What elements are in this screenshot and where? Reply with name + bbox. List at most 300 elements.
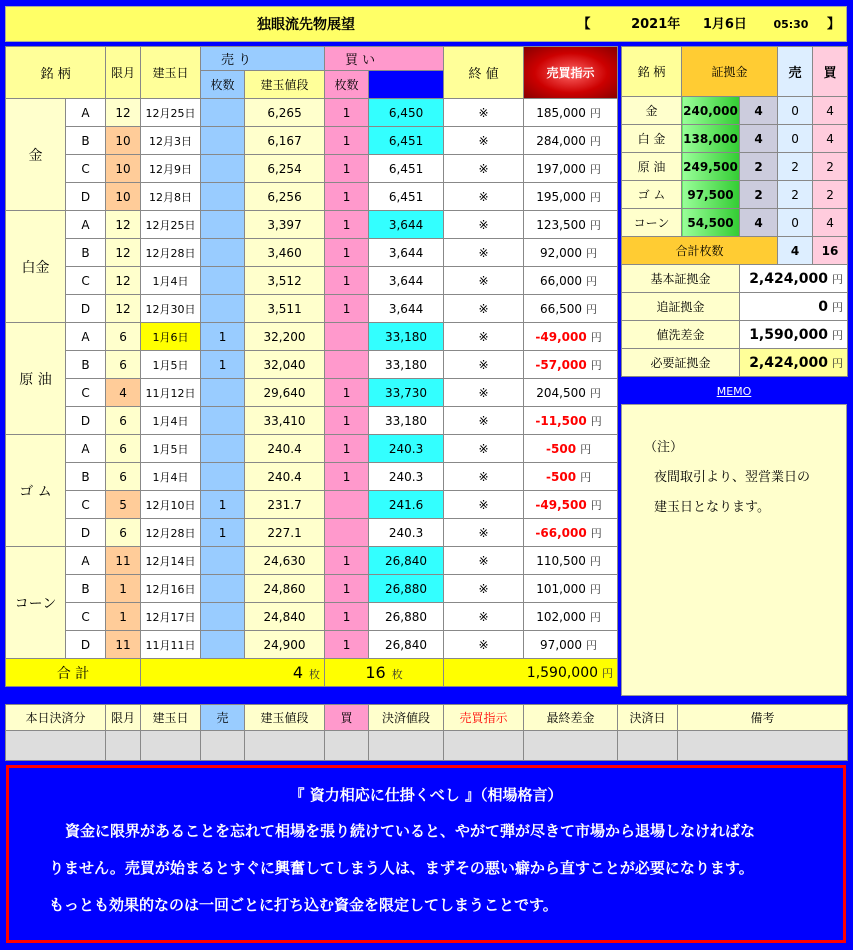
strip-cell [678, 731, 848, 761]
row-pl: 66,000 円 [524, 267, 618, 295]
row-close: 6,451 [369, 183, 444, 211]
commodity-name: 白金 [6, 211, 66, 323]
summary-value-cell: 2,424,000 円 [740, 349, 848, 377]
strip-cell [618, 731, 678, 761]
margin-sell: 2 [778, 181, 813, 209]
row-month: 10 [106, 183, 141, 211]
total-sell: 4 枚 [141, 659, 325, 687]
row-close: 6,450 [369, 99, 444, 127]
page-title: 独眼流先物展望 [257, 17, 355, 33]
summary-row [622, 265, 848, 293]
row-date: 1月4日 [141, 407, 201, 435]
table-row [6, 239, 618, 267]
row-pl: -57,000 円 [524, 351, 618, 379]
row-pl-value: 195,000 [536, 189, 586, 204]
margin-amount: 138,000 [682, 125, 740, 153]
settlement-table [5, 704, 848, 761]
col-tateday: 建玉日 [141, 47, 201, 99]
quote-line: もっとも効果的なのは一回ごとに打ち込む資金を限定してしまうことです。 [49, 896, 558, 914]
row-pl: 97,000 円 [524, 631, 618, 659]
margin-sell: 0 [778, 97, 813, 125]
row-letter: A [66, 99, 106, 127]
table-row [6, 99, 618, 127]
datetime [578, 7, 840, 43]
margin-commodity: 白 金 [622, 125, 682, 153]
table-row [6, 295, 618, 323]
row-buy: 1 [325, 547, 369, 575]
row-date: 12月8日 [141, 183, 201, 211]
row-date: 12月3日 [141, 127, 201, 155]
row-close: 3,644 [369, 239, 444, 267]
row-signal: ※ [444, 407, 524, 435]
row-close: 6,451 [369, 127, 444, 155]
row-signal: ※ [444, 575, 524, 603]
table-row [6, 267, 618, 295]
row-date: 12月16日 [141, 575, 201, 603]
table-row [6, 631, 618, 659]
row-sell [201, 155, 245, 183]
quote-box [6, 765, 846, 943]
row-letter: B [66, 463, 106, 491]
row-month: 6 [106, 463, 141, 491]
row-signal: ※ [444, 603, 524, 631]
row-signal: ※ [444, 631, 524, 659]
quote-line: 資金に限界があることを忘れて相場を張り続けていると、やがて弾が尽きて市場から退場しなければな [65, 822, 756, 840]
row-pl-value: 102,000 [536, 609, 586, 624]
row-sell [201, 211, 245, 239]
margin-count: 4 [740, 125, 778, 153]
bracket-left: 【 [577, 17, 591, 32]
row-letter: C [66, 155, 106, 183]
strip-cell [369, 731, 444, 761]
row-pl: -11,500 円 [524, 407, 618, 435]
row-pl: 185,000 円 [524, 99, 618, 127]
table-row [6, 155, 618, 183]
row-pl-value: 204,500 [536, 385, 586, 400]
row-pl: 110,500 円 [524, 547, 618, 575]
row-pl-value: -11,500 [535, 413, 587, 428]
strip-col: 売買指示 [444, 705, 524, 731]
row-buy [325, 323, 369, 351]
row-pl: 92,000 円 [524, 239, 618, 267]
margin-buy: 4 [813, 125, 848, 153]
table-row [6, 435, 618, 463]
strip-cell [141, 731, 201, 761]
row-price: 3,512 [245, 267, 325, 295]
row-buy: 1 [325, 379, 369, 407]
strip-col: 建玉値段 [245, 705, 325, 731]
row-letter: B [66, 127, 106, 155]
row-price: 29,640 [245, 379, 325, 407]
row-close: 26,840 [369, 547, 444, 575]
summary-value: 1,590,000 [749, 326, 829, 343]
strip-col: 決済値段 [369, 705, 444, 731]
margin-total-row [622, 237, 848, 265]
row-date: 11月11日 [141, 631, 201, 659]
strip-col: 建玉日 [141, 705, 201, 731]
row-close: 241.6 [369, 491, 444, 519]
commodity-name: コーン [6, 547, 66, 659]
rp-col-shokokin: 証拠金 [682, 47, 778, 97]
row-close: 26,840 [369, 631, 444, 659]
row-letter: A [66, 547, 106, 575]
row-pl-value: -500 [546, 441, 577, 456]
row-close: 240.3 [369, 435, 444, 463]
table-row [6, 211, 618, 239]
row-buy: 1 [325, 295, 369, 323]
row-letter: D [66, 295, 106, 323]
summary-label: 追証拠金 [622, 293, 740, 321]
row-date: 12月17日 [141, 603, 201, 631]
summary-row [622, 321, 848, 349]
row-buy: 1 [325, 127, 369, 155]
row-month: 11 [106, 547, 141, 575]
row-month: 1 [106, 603, 141, 631]
row-pl-value: 284,000 [536, 133, 586, 148]
row-pl-value: -49,000 [535, 329, 587, 344]
row-sell [201, 575, 245, 603]
summary-value: 2,424,000 [749, 270, 829, 287]
table-row [6, 407, 618, 435]
row-sell [201, 127, 245, 155]
col-meigara: 銘 柄 [6, 47, 106, 99]
row-letter: C [66, 379, 106, 407]
row-buy: 1 [325, 239, 369, 267]
col-kai-maisu: 枚数 [325, 71, 369, 99]
summary-value: 2,424,000 [749, 354, 829, 371]
margin-sell: 0 [778, 209, 813, 237]
row-close: 26,880 [369, 575, 444, 603]
row-signal: ※ [444, 323, 524, 351]
row-buy [325, 351, 369, 379]
row-pl: 101,000 円 [524, 575, 618, 603]
time-label: 05:30 [773, 18, 809, 31]
row-pl-value: 110,500 [536, 553, 586, 568]
row-price: 24,630 [245, 547, 325, 575]
quote-line: りません。売買が始まるとすぐに興奮してしまう人は、まずその悪い癖から直すことが必要になります。 [49, 859, 754, 877]
row-sell [201, 547, 245, 575]
row-close: 3,644 [369, 267, 444, 295]
row-pl: 66,500 円 [524, 295, 618, 323]
row-price: 6,265 [245, 99, 325, 127]
strip-cell [524, 731, 618, 761]
row-sell [201, 631, 245, 659]
row-month: 6 [106, 435, 141, 463]
margin-amount: 240,000 [682, 97, 740, 125]
col-gengetsu: 限月 [106, 47, 141, 99]
strip-cell [6, 731, 106, 761]
row-signal: ※ [444, 99, 524, 127]
total-buy-count: 16 [365, 663, 386, 682]
table-row [6, 323, 618, 351]
row-letter: D [66, 519, 106, 547]
row-sell: 1 [201, 491, 245, 519]
row-price: 24,860 [245, 575, 325, 603]
row-buy: 1 [325, 435, 369, 463]
margin-total-sell: 4 [778, 237, 813, 265]
row-letter: A [66, 211, 106, 239]
row-letter: A [66, 435, 106, 463]
row-pl-value: 123,500 [536, 217, 586, 232]
row-close: 3,644 [369, 211, 444, 239]
row-letter: C [66, 267, 106, 295]
row-pl-value: -57,000 [535, 357, 587, 372]
row-month: 12 [106, 267, 141, 295]
summary-row [622, 293, 848, 321]
row-price: 240.4 [245, 463, 325, 491]
row-signal: ※ [444, 239, 524, 267]
row-date: 1月4日 [141, 267, 201, 295]
row-price: 240.4 [245, 435, 325, 463]
strip-col: 最終差金 [524, 705, 618, 731]
row-price: 6,256 [245, 183, 325, 211]
margin-amount: 249,500 [682, 153, 740, 181]
row-pl-value: 97,000 [540, 637, 583, 652]
row-pl-value: 101,000 [536, 581, 586, 596]
row-buy: 1 [325, 463, 369, 491]
col-shiji: 売買指示 [524, 47, 618, 99]
memo-link[interactable]: MEMO [716, 385, 752, 398]
row-close: 33,730 [369, 379, 444, 407]
summary-row [622, 349, 848, 377]
row-date: 12月25日 [141, 211, 201, 239]
row-signal: ※ [444, 155, 524, 183]
row-pl: 123,500 円 [524, 211, 618, 239]
row-buy: 1 [325, 407, 369, 435]
row-pl: 204,500 円 [524, 379, 618, 407]
strip-col: 限月 [106, 705, 141, 731]
row-signal: ※ [444, 127, 524, 155]
row-price: 24,900 [245, 631, 325, 659]
row-sell [201, 99, 245, 127]
row-letter: B [66, 575, 106, 603]
row-month: 12 [106, 99, 141, 127]
row-signal: ※ [444, 463, 524, 491]
row-signal: ※ [444, 547, 524, 575]
strip-cell [444, 731, 524, 761]
summary-label: 値洗差金 [622, 321, 740, 349]
row-price: 32,200 [245, 323, 325, 351]
row-month: 11 [106, 631, 141, 659]
row-signal: ※ [444, 379, 524, 407]
positions-table [5, 46, 618, 687]
strip-cell [106, 731, 141, 761]
row-close: 240.3 [369, 463, 444, 491]
row-pl: 284,000 円 [524, 127, 618, 155]
bracket-right: 】 [826, 17, 840, 32]
row-sell [201, 239, 245, 267]
row-sell: 1 [201, 323, 245, 351]
margin-commodity: 金 [622, 97, 682, 125]
margin-count: 4 [740, 97, 778, 125]
row-sell [201, 183, 245, 211]
summary-value-cell: 2,424,000 円 [740, 265, 848, 293]
row-buy: 1 [325, 183, 369, 211]
row-close: 33,180 [369, 351, 444, 379]
row-signal: ※ [444, 295, 524, 323]
strip-col: 売 [201, 705, 245, 731]
memo-box [621, 404, 847, 696]
row-date: 11月12日 [141, 379, 201, 407]
table-row [6, 463, 618, 491]
margin-count: 2 [740, 181, 778, 209]
margin-commodity: ゴ ム [622, 181, 682, 209]
row-signal: ※ [444, 267, 524, 295]
table-row [6, 575, 618, 603]
margin-row [622, 97, 848, 125]
rp-col-uri: 売 [778, 47, 813, 97]
margin-panel [621, 46, 848, 377]
row-month: 12 [106, 239, 141, 267]
row-close: 6,451 [369, 155, 444, 183]
quote-title: 『 資力相応に仕掛くべし 』（相場格言） [289, 786, 563, 804]
row-month: 6 [106, 407, 141, 435]
strip-cell [245, 731, 325, 761]
total-sell-count: 4 [292, 663, 304, 682]
row-letter: D [66, 631, 106, 659]
strip-cell [325, 731, 369, 761]
margin-row [622, 209, 848, 237]
margin-row [622, 153, 848, 181]
date-label: 1月6日 [702, 17, 747, 32]
row-sell [201, 267, 245, 295]
row-signal: ※ [444, 519, 524, 547]
row-date: 12月28日 [141, 519, 201, 547]
row-pl: 195,000 円 [524, 183, 618, 211]
row-pl-value: 92,000 [540, 245, 583, 260]
table-row [6, 379, 618, 407]
row-sell [201, 603, 245, 631]
rp-col-meigara: 銘 柄 [622, 47, 682, 97]
row-price: 3,511 [245, 295, 325, 323]
margin-count: 4 [740, 209, 778, 237]
row-buy: 1 [325, 631, 369, 659]
row-pl-value: 197,000 [536, 161, 586, 176]
row-price: 32,040 [245, 351, 325, 379]
row-pl: 102,000 円 [524, 603, 618, 631]
row-pl-value: -66,000 [535, 525, 587, 540]
commodity-name: 原 油 [6, 323, 66, 435]
row-date: 12月10日 [141, 491, 201, 519]
row-month: 4 [106, 379, 141, 407]
row-buy: 1 [325, 603, 369, 631]
row-pl-value: -500 [546, 469, 577, 484]
header-bar [5, 6, 847, 42]
margin-buy: 4 [813, 209, 848, 237]
memo-line: 夜間取引より、翌営業日の [654, 470, 811, 485]
summary-value-cell: 1,590,000 円 [740, 321, 848, 349]
row-date: 12月28日 [141, 239, 201, 267]
margin-count: 2 [740, 153, 778, 181]
row-signal: ※ [444, 351, 524, 379]
summary-label: 必要証拠金 [622, 349, 740, 377]
margin-total-label: 合計枚数 [622, 237, 778, 265]
row-letter: C [66, 491, 106, 519]
row-price: 6,254 [245, 155, 325, 183]
strip-col: 決済日 [618, 705, 678, 731]
row-pl: -500 円 [524, 435, 618, 463]
row-date: 1月4日 [141, 463, 201, 491]
col-owarine: 終 値 [444, 47, 524, 99]
row-date: 1月5日 [141, 435, 201, 463]
row-sell: 1 [201, 519, 245, 547]
row-signal: ※ [444, 435, 524, 463]
row-price: 3,397 [245, 211, 325, 239]
row-buy [325, 519, 369, 547]
row-month: 12 [106, 211, 141, 239]
margin-commodity: 原 油 [622, 153, 682, 181]
row-month: 12 [106, 295, 141, 323]
row-pl: 197,000 円 [524, 155, 618, 183]
table-row [6, 547, 618, 575]
row-close: 33,180 [369, 407, 444, 435]
row-signal: ※ [444, 491, 524, 519]
row-sell [201, 379, 245, 407]
row-pl-value: 185,000 [536, 105, 586, 120]
row-letter: A [66, 323, 106, 351]
row-buy: 1 [325, 155, 369, 183]
row-date: 12月9日 [141, 155, 201, 183]
margin-buy: 2 [813, 181, 848, 209]
row-price: 33,410 [245, 407, 325, 435]
strip-col: 本日決済分 [6, 705, 106, 731]
margin-row [622, 125, 848, 153]
strip-col: 買 [325, 705, 369, 731]
total-label: 合 計 [6, 659, 141, 687]
row-price: 3,460 [245, 239, 325, 267]
margin-sell: 2 [778, 153, 813, 181]
memo-line: 建玉日となります。 [654, 500, 770, 515]
strip-cell [201, 731, 245, 761]
rp-col-kai: 買 [813, 47, 848, 97]
row-date: 12月14日 [141, 547, 201, 575]
row-month: 6 [106, 323, 141, 351]
row-buy: 1 [325, 99, 369, 127]
row-price: 227.1 [245, 519, 325, 547]
memo-line: （注） [644, 440, 684, 455]
row-sell [201, 407, 245, 435]
col-tatene: 建玉値段 [245, 71, 325, 99]
row-month: 5 [106, 491, 141, 519]
row-month: 10 [106, 155, 141, 183]
row-pl: -49,500 円 [524, 491, 618, 519]
row-pl: -49,000 円 [524, 323, 618, 351]
col-uri: 売 り [201, 47, 325, 71]
col-kai: 買 い [325, 47, 444, 71]
row-pl: -500 円 [524, 463, 618, 491]
margin-amount: 54,500 [682, 209, 740, 237]
table-row [6, 351, 618, 379]
table-row [6, 519, 618, 547]
table-row [6, 491, 618, 519]
margin-buy: 2 [813, 153, 848, 181]
row-letter: D [66, 407, 106, 435]
row-buy: 1 [325, 267, 369, 295]
row-month: 1 [106, 575, 141, 603]
row-close: 3,644 [369, 295, 444, 323]
row-month: 6 [106, 351, 141, 379]
table-row [6, 127, 618, 155]
row-letter: B [66, 351, 106, 379]
row-buy [325, 491, 369, 519]
col-uri-maisu: 枚数 [201, 71, 245, 99]
row-close: 33,180 [369, 323, 444, 351]
total-buy: 16 枚 [325, 659, 444, 687]
row-date: 1月5日 [141, 351, 201, 379]
row-sell [201, 435, 245, 463]
row-month: 6 [106, 519, 141, 547]
row-pl-value: 66,000 [540, 273, 583, 288]
